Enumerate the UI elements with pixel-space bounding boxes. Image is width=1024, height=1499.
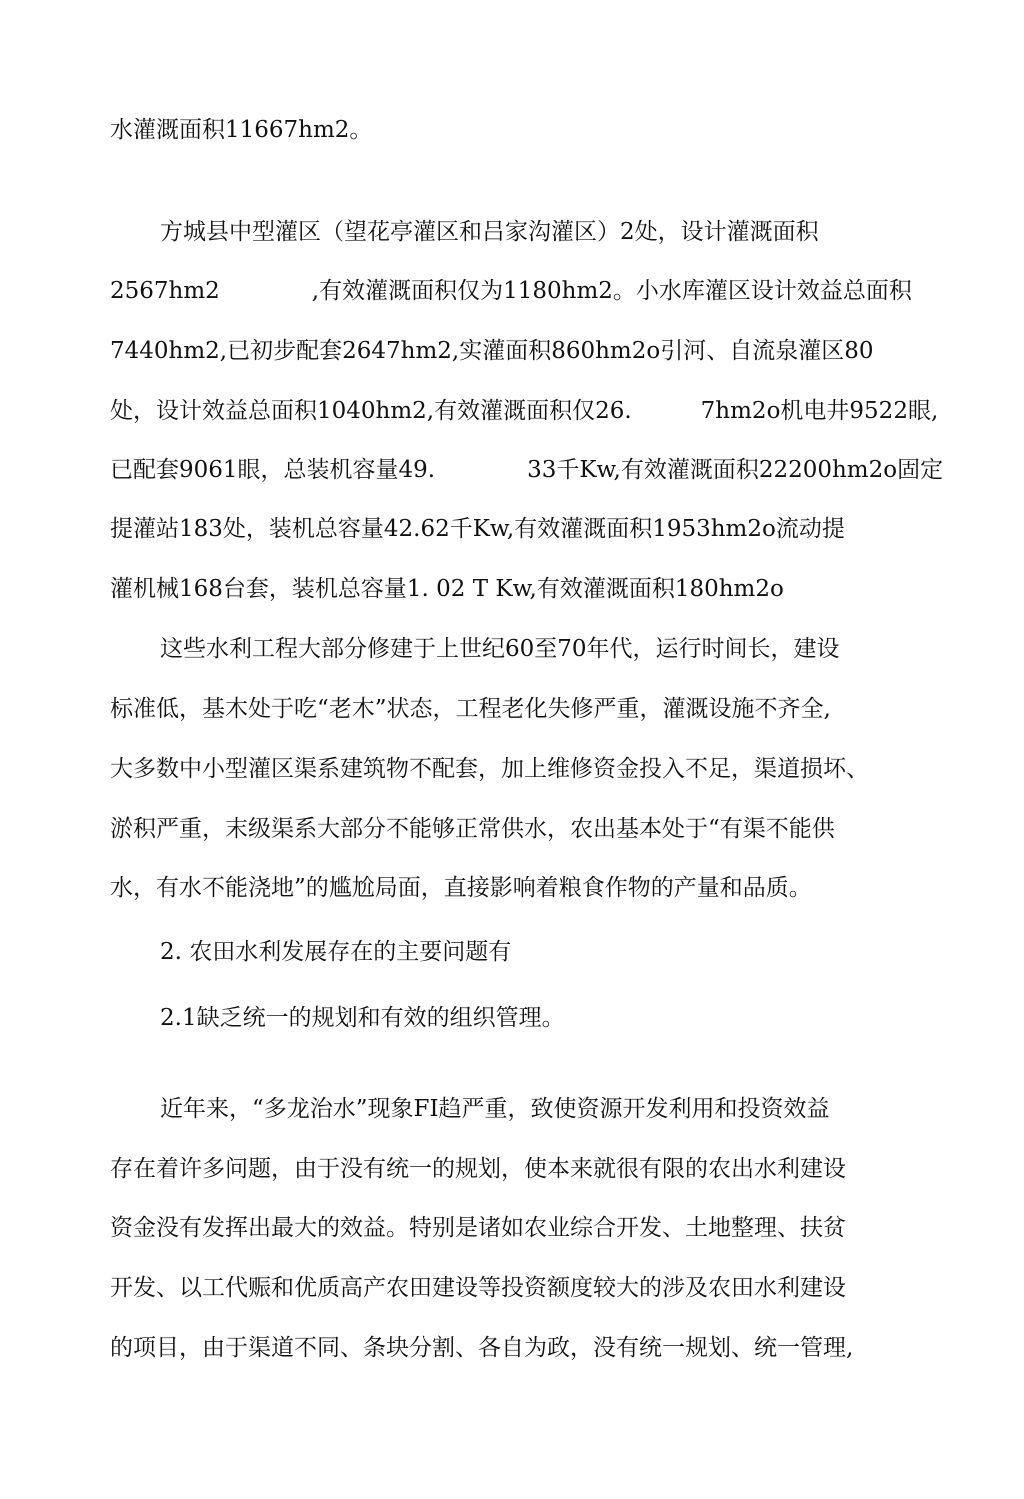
text-line: 资金没有发挥出最大的效益。特别是诸如农业综合开发、土地整理、扶贫 bbox=[110, 1215, 846, 1241]
text-line: 7440hm2,已初步配套2647hm2,实灌面积860hm2o引河、自流泉灌区80 bbox=[110, 338, 874, 364]
text-line: 灌机械168台套，装机总容量1. 02 T Kw,有效灌溉面积180hm2o bbox=[110, 576, 784, 602]
text-line: 大多数中小型灌区渠系建筑物不配套，加上维修资金投入不足，渠道损坏、 bbox=[110, 756, 869, 782]
text-line: 已配套9061眼，总装机容量49. 33千Kw,有效灌溉面积22200hm2o固定 bbox=[110, 457, 944, 483]
subsection-heading: 2.1缺乏统一的规划和有效的组织管理。 bbox=[160, 1005, 565, 1031]
text-line: 提灌站183处，装机总容量42.62千Kw,有效灌溉面积1953hm2o流动提 bbox=[110, 516, 845, 542]
text-line: 水灌溉面积11667hm2。 bbox=[110, 117, 373, 143]
text-line: 水，有水不能浇地”的尴尬局面，直接影响着粮食作物的产量和品质。 bbox=[110, 875, 812, 901]
section-heading: 2. 农田水利发展存在的主要问题有 bbox=[160, 939, 512, 965]
text-line: 存在着许多问题，由于没有统一的规划，使本来就很有限的农出水利建设 bbox=[110, 1156, 846, 1182]
text-line: 方城县中型灌区（望花亭灌区和吕家沟灌区）2处，设计灌溉面积 bbox=[160, 219, 819, 245]
text-line: 2567hm2 ,有效灌溉面积仅为1180hm2。小水库灌区设计效益总面积 bbox=[110, 278, 912, 304]
text-line: 近年来，“多龙治水”现象FI趋严重，致使资源开发利用和投资效益 bbox=[160, 1096, 830, 1122]
text-line: 处，设计效益总面积1040hm2,有效灌溉面积仅26. 7hm2o机电井9522眼, bbox=[110, 398, 939, 424]
text-line: 开发、以工代赈和优质高产农田建设等投资额度较大的涉及农田水利建设 bbox=[110, 1275, 846, 1301]
text-line: 标准低，基木处于吃“老木”状态，工程老化失修严重，灌溉设施不齐全, bbox=[110, 696, 831, 722]
text-line: 的项目，由于渠道不同、条块分割、各自为政，没有统一规划、统一管理, bbox=[110, 1335, 854, 1361]
text-line: 这些水利工程大部分修建于上世纪60至70年代，运行时间长，建设 bbox=[160, 636, 840, 662]
text-line: 淤积严重，末级渠系大部分不能够正常供水，农出基本处于“有渠不能供 bbox=[110, 816, 835, 842]
